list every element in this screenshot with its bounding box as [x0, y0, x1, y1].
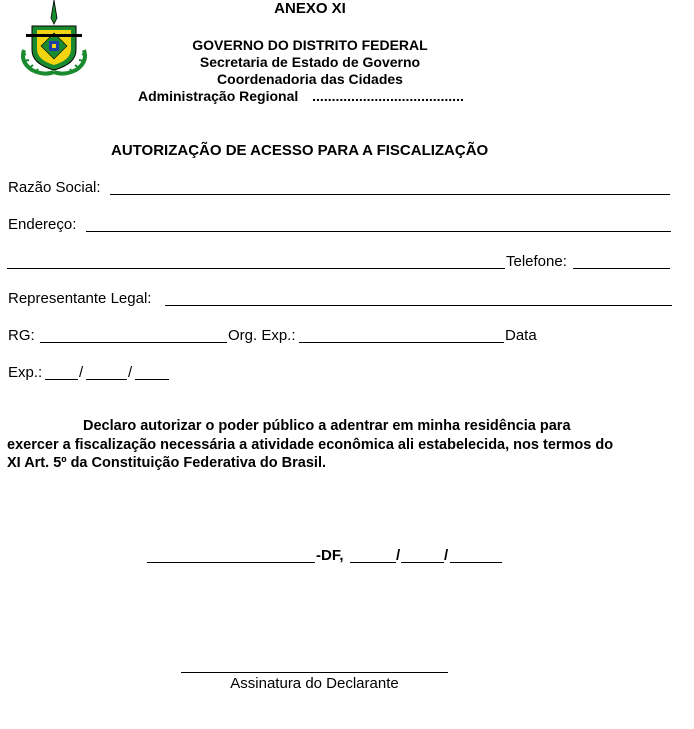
administration-blank: ....................................... [312, 88, 464, 104]
rg-label: RG: [8, 327, 35, 344]
exp-day-field[interactable] [45, 379, 78, 380]
exp-date-separator: / [128, 364, 133, 381]
declaration-line-2: exercer a fiscalização necessária a atividade econômica ali estabelecida, nos termos do [7, 436, 614, 453]
annex-title: ANEXO XI [274, 0, 346, 17]
sign-date-separator: / [444, 547, 449, 564]
razao-social-label: Razão Social: [8, 179, 101, 196]
representante-field[interactable] [165, 305, 672, 306]
administration-label: Administração Regional [138, 88, 299, 104]
data-label: Data [505, 327, 537, 344]
declaration-line-1: Declaro autorizar o poder público a adentrar em minha residência para [83, 418, 571, 434]
telefone-label: Telefone: [506, 253, 567, 270]
org-exp-field[interactable] [299, 342, 504, 343]
org-exp-label: Org. Exp.: [228, 327, 296, 344]
endereco-label: Endereço: [8, 216, 77, 233]
razao-social-field[interactable] [110, 194, 670, 195]
form-title: AUTORIZAÇÃO DE ACESSO PARA A FISCALIZAÇÃO [111, 142, 489, 159]
exp-date-separator: / [79, 364, 84, 381]
secretariat-heading: Secretaria de Estado de Governo [199, 54, 421, 70]
administration-line [138, 88, 464, 105]
sign-month-field[interactable] [401, 562, 444, 563]
endereco-continuation-field[interactable] [7, 268, 505, 269]
endereco-field[interactable] [86, 231, 671, 232]
signature-field[interactable] [181, 672, 448, 673]
declaration-text [7, 417, 689, 473]
sign-date-separator: / [396, 547, 401, 564]
place-suffix: -DF, [316, 547, 344, 564]
exp-month-field[interactable] [86, 379, 127, 380]
rg-field[interactable] [40, 342, 227, 343]
government-heading: GOVERNO DO DISTRITO FEDERAL [192, 37, 428, 53]
representante-label: Representante Legal: [8, 290, 152, 307]
sign-year-field[interactable] [450, 562, 502, 563]
sign-day-field[interactable] [350, 562, 396, 563]
coordination-heading: Coordenadoria das Cidades [217, 71, 403, 87]
place-field[interactable] [147, 562, 315, 563]
exp-label: Exp.: [8, 364, 43, 381]
declaration-line-3: XI Art. 5º da Constituição Federativa do Brasil. [7, 455, 326, 471]
exp-year-field[interactable] [135, 379, 169, 380]
signature-caption: Assinatura do Declarante [230, 675, 399, 692]
telefone-field[interactable] [573, 268, 670, 269]
